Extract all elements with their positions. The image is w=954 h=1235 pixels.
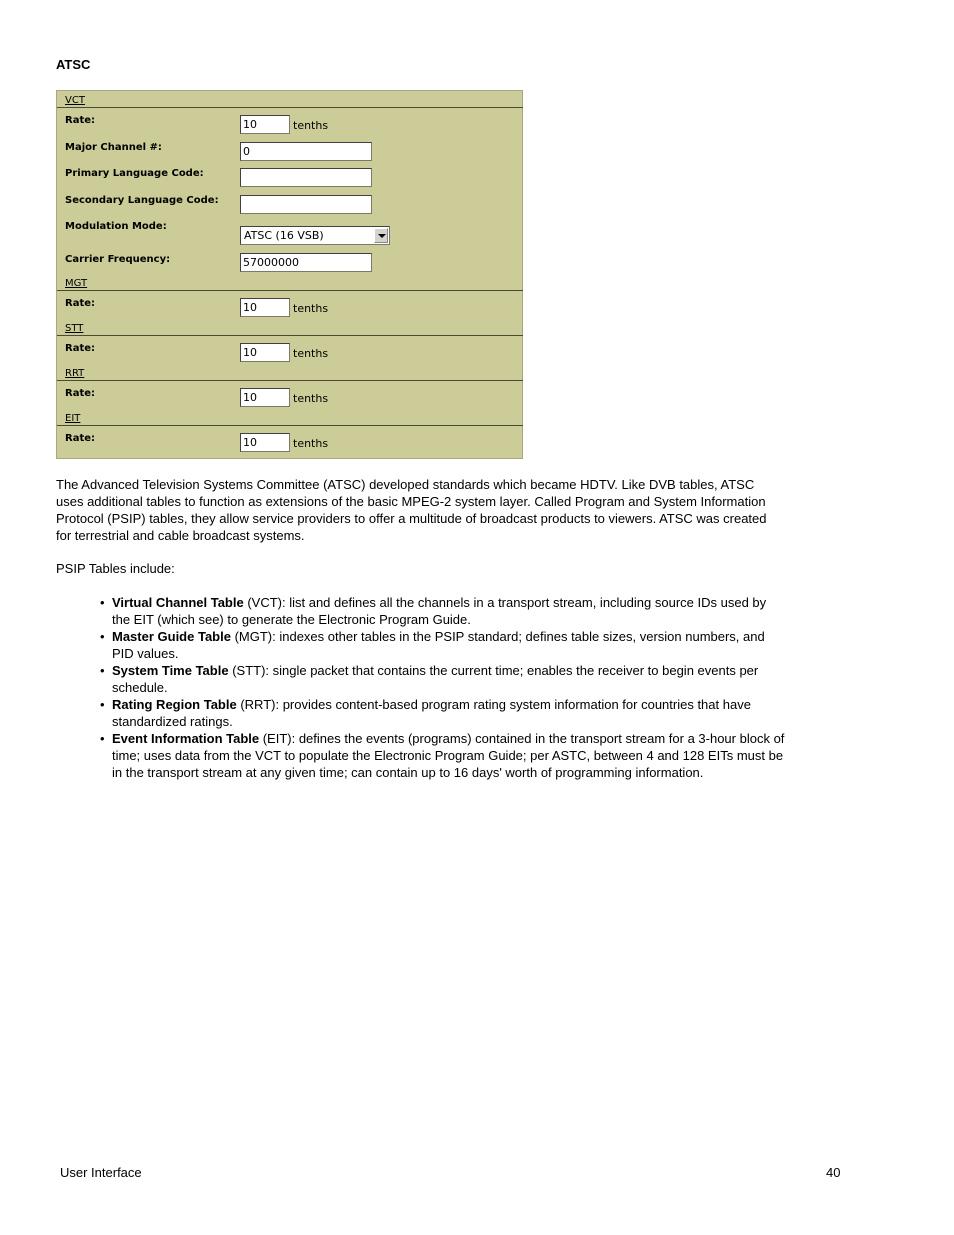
rrt-section-title: RRT (65, 368, 85, 379)
mgt-rate-unit: tenths (293, 302, 329, 315)
vct-divider (57, 107, 523, 108)
secondary-language-label: Secondary Language Code: (65, 195, 219, 206)
list-item-term: System Time Table (112, 663, 229, 678)
list-item-term: Virtual Channel Table (112, 595, 244, 610)
mgt-rate-input[interactable]: 10 (240, 298, 290, 317)
atsc-description (56, 476, 846, 544)
list-item-text: schedule. (112, 680, 168, 695)
mgt-divider (57, 290, 523, 291)
paragraph-line: for terrestrial and cable broadcast systems. (56, 528, 305, 543)
mgt-section-title: MGT (65, 278, 88, 289)
page-number: 40 (826, 1165, 841, 1180)
rrt-rate-unit: tenths (293, 392, 329, 405)
footer-section-name: User Interface (60, 1165, 142, 1180)
bullet-dot: • (100, 595, 105, 610)
rrt-divider (57, 380, 523, 381)
list-item-text: PID values. (112, 646, 179, 661)
eit-section-title: EIT (65, 413, 81, 424)
modulation-mode-select[interactable] (240, 226, 390, 245)
list-item-text: (STT): single packet that contains the current time; enables the receiver to begin events per (228, 663, 759, 678)
mgt-rate-label: Rate: (65, 298, 96, 309)
list-item-term: Event Information Table (112, 731, 260, 746)
stt-section-title: STT (65, 323, 84, 334)
modulation-mode-value: ATSC (16 VSB) (244, 229, 324, 242)
modulation-mode-label: Modulation Mode: (65, 221, 167, 232)
eit-rate-label: Rate: (65, 433, 96, 444)
list-item-text: standardized ratings. (112, 714, 233, 729)
vct-section-title: VCT (65, 95, 85, 106)
eit-rate-unit: tenths (293, 437, 329, 450)
list-item-text: in the transport stream at any given time; can contain up to 16 days' worth of programming information. (112, 765, 704, 780)
rrt-rate-input[interactable]: 10 (240, 388, 290, 407)
list-item-term: Rating Region Table (112, 697, 237, 712)
page-heading: ATSC (56, 57, 91, 72)
list-item-text: time; uses data from the VCT to populate the Electronic Program Guide; per ASTC, between 4 and 128 EITs must be (112, 748, 784, 763)
major-channel-label: Major Channel #: (65, 142, 162, 153)
list-item-text: (EIT): defines the events (programs) contained in the transport stream for a 3-hour block of (259, 731, 785, 746)
bullet-dot: • (100, 697, 105, 712)
bullet-dot: • (100, 731, 105, 746)
list-item (100, 594, 845, 628)
primary-language-label: Primary Language Code: (65, 168, 204, 179)
list-item-text: (RRT): provides content-based program rating system information for countries that have (236, 697, 751, 712)
list-item (100, 628, 845, 662)
carrier-frequency-input[interactable]: 57000000 (240, 253, 372, 272)
list-item-text: (VCT): list and defines all the channels in a transport stream, including source IDs used by (243, 595, 767, 610)
major-channel-input[interactable]: 0 (240, 142, 372, 161)
paragraph-line: The Advanced Television Systems Committee (ATSC) developed standards which became HDTV. Like DVB tables, ATSC (56, 477, 755, 492)
list-item (100, 662, 845, 696)
stt-divider (57, 335, 523, 336)
rrt-rate-label: Rate: (65, 388, 96, 399)
atsc-settings-panel (56, 90, 523, 459)
paragraph-line: Protocol (PSIP) tables, they allow service providers to offer a multitude of broadcast products to viewers. ATSC was created (56, 511, 767, 526)
psip-intro: PSIP Tables include: (56, 561, 175, 576)
stt-rate-input[interactable]: 10 (240, 343, 290, 362)
paragraph-line: uses additional tables to function as extensions of the basic MPEG-2 system layer. Called Program and System Information (56, 494, 766, 509)
carrier-frequency-label: Carrier Frequency: (65, 254, 171, 265)
list-item-text: the EIT (which see) to generate the Electronic Program Guide. (112, 612, 471, 627)
stt-rate-unit: tenths (293, 347, 329, 360)
vct-rate-input[interactable]: 10 (240, 115, 290, 134)
list-item-term: Master Guide Table (112, 629, 231, 644)
primary-language-input[interactable] (240, 168, 372, 187)
list-item (100, 696, 845, 730)
psip-table-list (100, 594, 845, 781)
eit-divider (57, 425, 523, 426)
list-item-text: (MGT): indexes other tables in the PSIP standard; defines table sizes, version numbers, and (230, 629, 765, 644)
list-item (100, 730, 845, 781)
bullet-dot: • (100, 629, 105, 644)
eit-rate-input[interactable]: 10 (240, 433, 290, 452)
vct-rate-unit: tenths (293, 119, 329, 132)
stt-rate-label: Rate: (65, 343, 96, 354)
vct-rate-label: Rate: (65, 115, 96, 126)
bullet-dot: • (100, 663, 105, 678)
chevron-down-icon[interactable] (374, 228, 388, 243)
secondary-language-input[interactable] (240, 195, 372, 214)
